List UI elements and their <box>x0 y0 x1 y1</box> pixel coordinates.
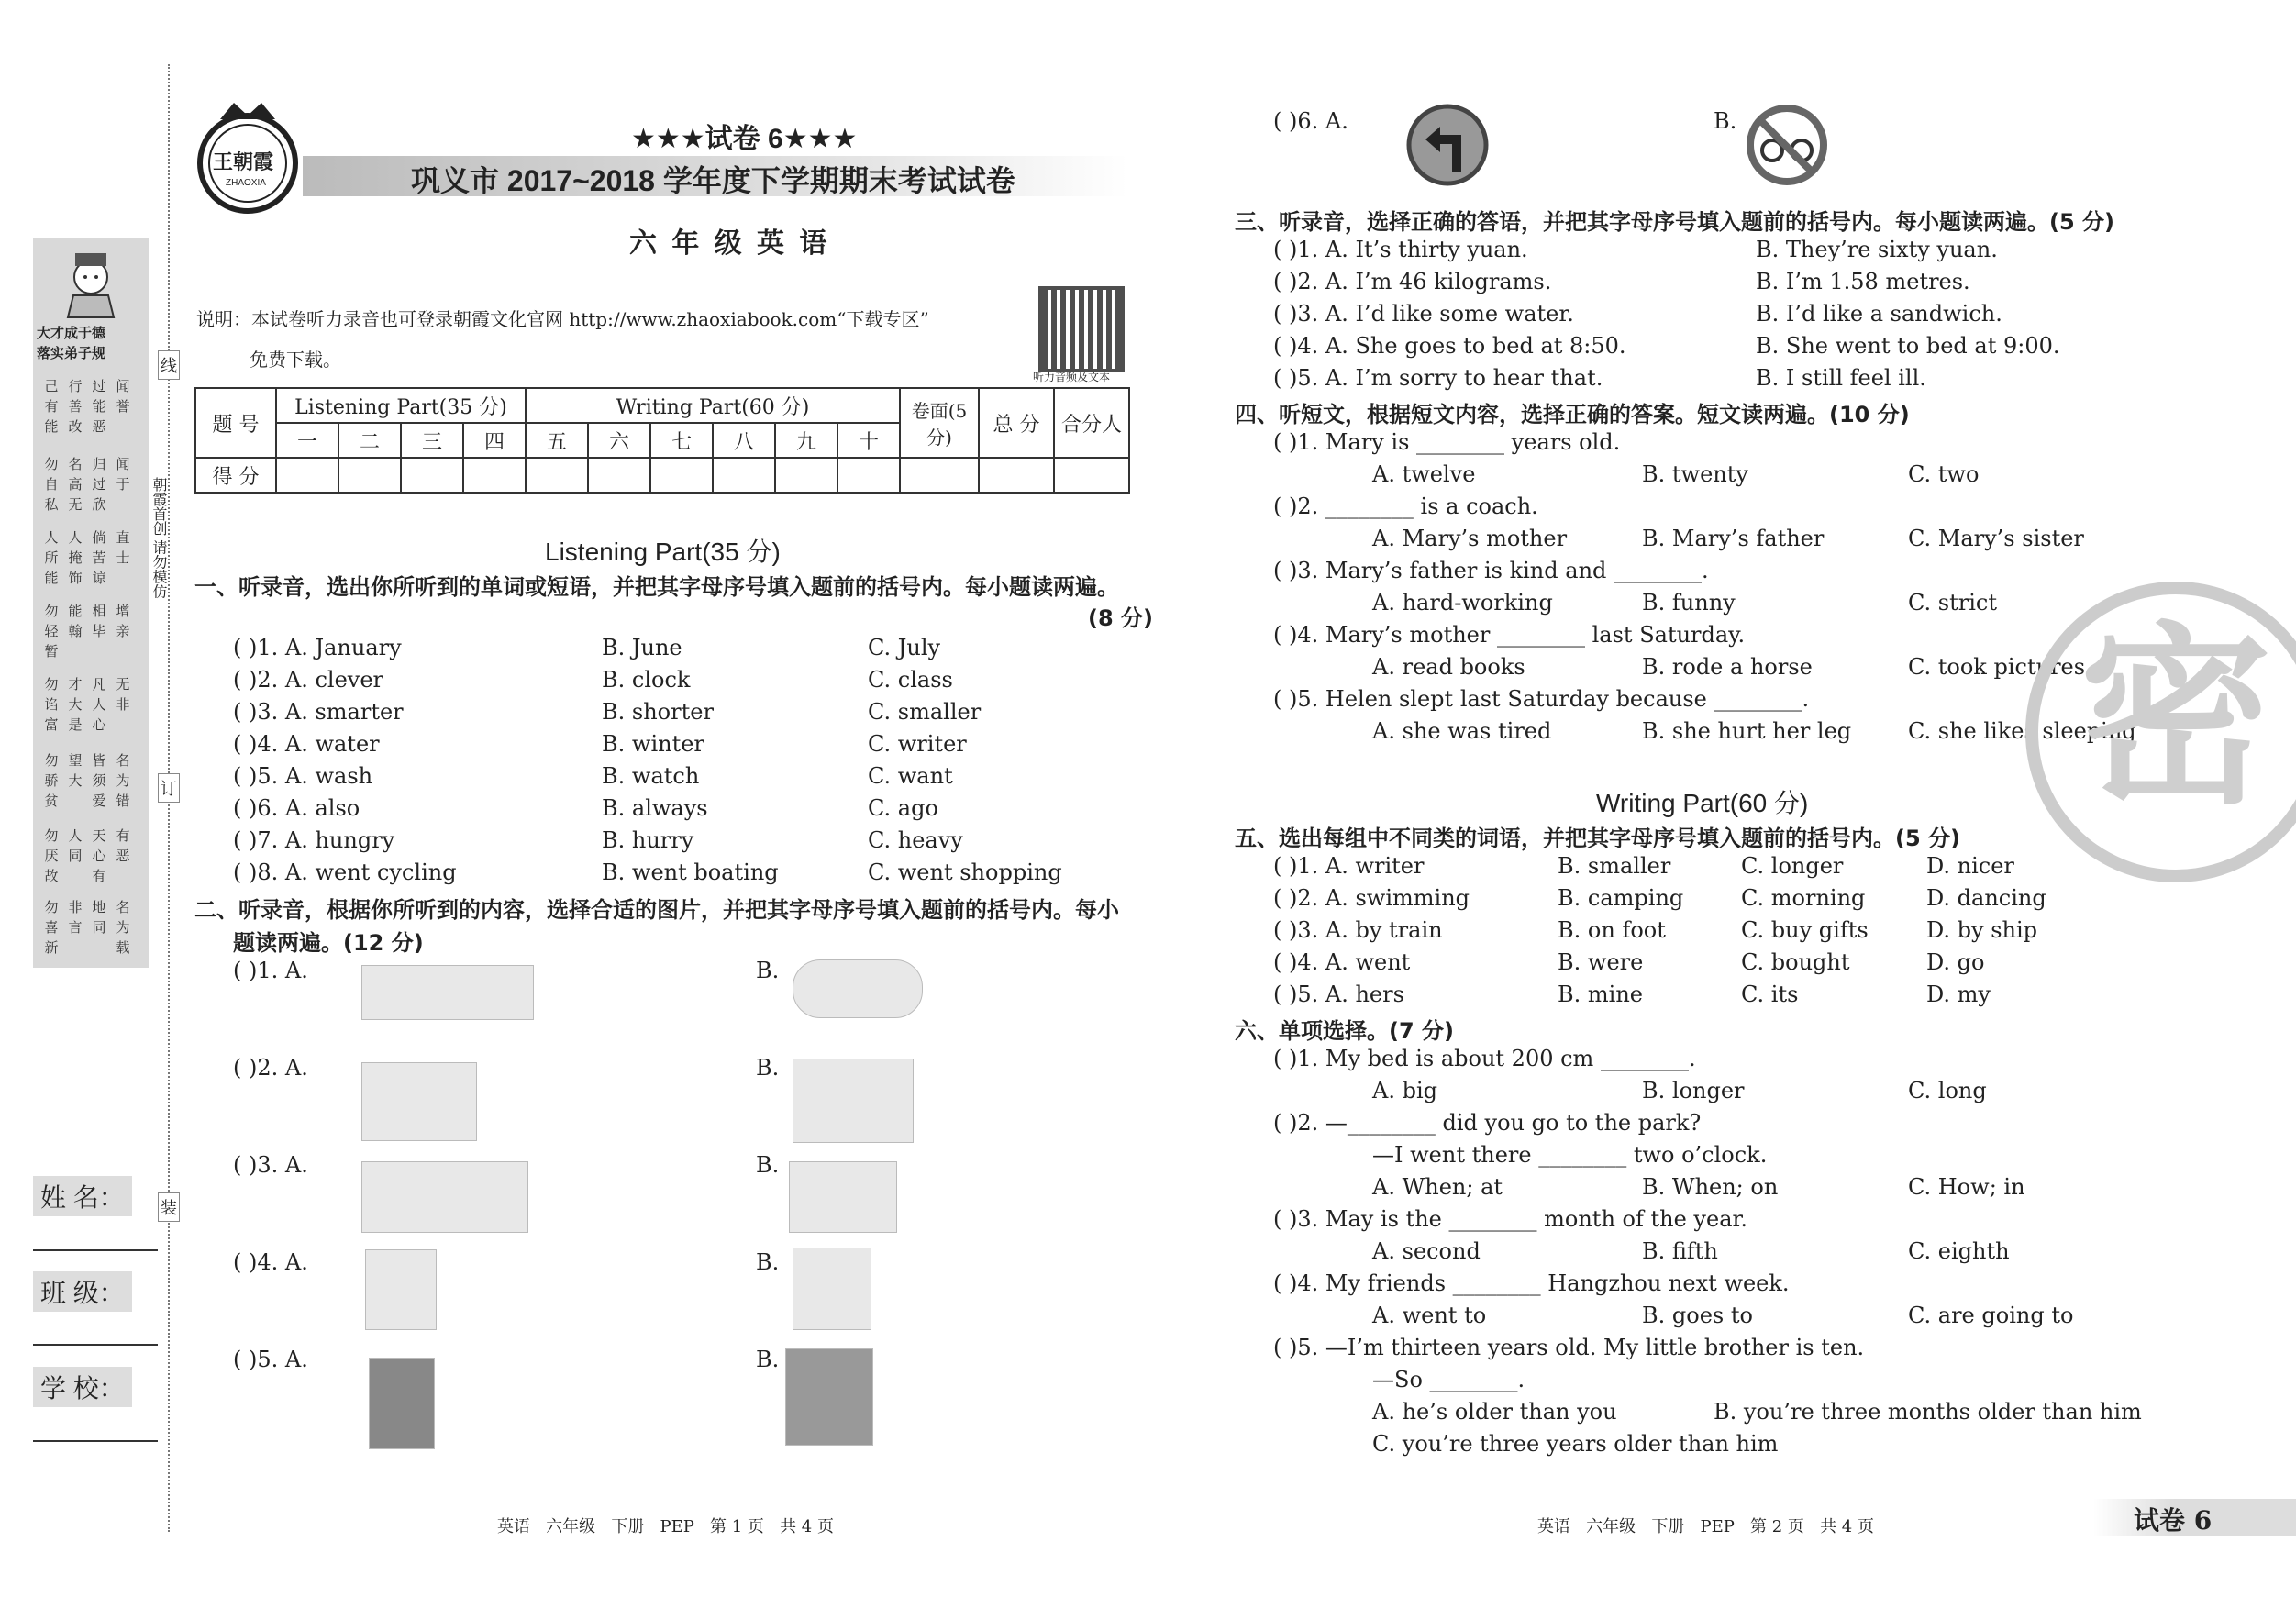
option-c: C. bought <box>1741 949 1850 975</box>
option-c: C. went shopping <box>868 859 1062 885</box>
option-a: A. second <box>1372 1238 1481 1264</box>
motto-text: 己有能 <box>44 378 59 435</box>
option-a: A. Mary’s mother <box>1372 526 1568 551</box>
score-cell[interactable] <box>526 458 588 493</box>
option-b: B. winter <box>602 731 704 757</box>
fishing-picture <box>793 1059 914 1143</box>
school-label: 学 校： <box>33 1367 132 1407</box>
motto-text: 人所能 <box>44 529 59 586</box>
question-stem[interactable]: ( )2. ________ is a coach. <box>1273 494 1538 519</box>
option-d: D. dancing <box>1926 885 2046 911</box>
option-b: B. mine <box>1558 981 1643 1007</box>
option-c: C. heavy <box>868 827 963 853</box>
storybook-picture <box>785 1348 873 1446</box>
section-4-title: 四、听短文，根据短文内容，选择正确的答案。短文读两遍。(10 分) <box>1235 402 1910 427</box>
option-a: A. twelve <box>1372 461 1476 487</box>
question-stem[interactable]: ( )3. Mary’s father is kind and ________. <box>1273 558 1709 583</box>
exam-title: 巩义市 2017~2018 学年度下学期期末考试试卷 <box>411 164 1015 197</box>
section-2-title: 二、听录音，根据你所听到的内容，选择合适的图片，并把其字母序号填入题前的括号内。每小 <box>194 897 1119 923</box>
option-b: B. were <box>1558 949 1644 975</box>
footer-left: 英语 六年级 下册 PEP 第 1 页 共 4 页 <box>497 1517 834 1536</box>
option-a[interactable]: ( )4. A. She goes to bed at 8:50. <box>1273 333 1626 359</box>
slogan-line-2: 落实弟子规 <box>37 346 106 361</box>
section-1-points: (8 分) <box>1088 605 1153 631</box>
name-label: 姓 名： <box>33 1176 132 1216</box>
column-number: 四 <box>463 423 526 458</box>
option-c: C. smaller <box>868 699 982 725</box>
option-b: B. shorter <box>602 699 714 725</box>
question-stem[interactable]: ( )5. Helen slept last Saturday because ________. <box>1273 686 1810 712</box>
option-c: C. July <box>868 635 941 660</box>
option-b: B. you’re three months older than him <box>1714 1399 2142 1425</box>
motto-text: 勿骄贫 <box>44 752 59 809</box>
motto-text: 望大 <box>68 752 83 789</box>
question-number[interactable]: ( )2. A. <box>233 1055 308 1081</box>
question-number[interactable]: ( )7. A. hungry <box>233 827 395 853</box>
option-c: C. strict <box>1908 590 1997 616</box>
option-a: A. When; at <box>1372 1174 1503 1200</box>
option-b: B. I’m 1.58 metres. <box>1756 269 1970 294</box>
paper-number: ★★★试卷 6★★★ <box>631 124 858 154</box>
option-a[interactable]: ( )2. A. swimming <box>1273 885 1470 911</box>
column-number: 十 <box>837 423 900 458</box>
option-a: A. he’s older than you <box>1372 1399 1617 1425</box>
option-b: B. They’re sixty yuan. <box>1756 237 1998 262</box>
motto-text: 勿喜新 <box>44 899 59 956</box>
motto-text: 凡人心 <box>92 676 106 733</box>
score-cell[interactable] <box>837 458 900 493</box>
score-cell[interactable] <box>979 458 1054 493</box>
option-c: C. eighth <box>1908 1238 2010 1264</box>
score-cell[interactable] <box>588 458 650 493</box>
column-number: 二 <box>338 423 401 458</box>
option-b: B. watch <box>602 763 700 789</box>
motto-text: 归过欣 <box>92 456 106 513</box>
section-2-title-cont: 题读两遍。(12 分) <box>233 930 424 956</box>
option-c: C. you’re three years older than him <box>1372 1431 1779 1457</box>
motto-text: 勿谄富 <box>44 676 59 733</box>
option-b: B. hurry <box>602 827 694 853</box>
motto-text: 天心有 <box>92 827 106 884</box>
score-cell[interactable] <box>1054 458 1129 493</box>
option-a[interactable]: ( )3. A. by train <box>1273 917 1443 943</box>
binding-label-ding: 订 <box>158 773 180 803</box>
column-number: 七 <box>650 423 713 458</box>
option-c: C. morning <box>1741 885 1866 911</box>
motto-text: 名为载 <box>116 899 130 956</box>
option-a[interactable]: ( )1. A. writer <box>1273 853 1425 879</box>
question-number[interactable]: ( )5. A. <box>233 1347 308 1372</box>
option-b: B. always <box>602 795 708 821</box>
motto-text: 地同 <box>92 899 106 936</box>
option-c: C. longer <box>1741 853 1844 879</box>
no-bicycle-icon <box>1745 103 1829 187</box>
dictionary-picture <box>369 1358 435 1449</box>
motto-text: 行善改 <box>68 378 83 435</box>
question-number[interactable]: ( )8. A. went cycling <box>233 859 457 885</box>
option-b: B. When; on <box>1642 1174 1779 1200</box>
option-b: B. twenty <box>1642 461 1748 487</box>
option-b: B. funny <box>1642 590 1736 616</box>
t-shirt-picture <box>365 1249 437 1330</box>
score-cell[interactable] <box>775 458 837 493</box>
score-row-label: 得 分 <box>195 458 276 493</box>
score-cell[interactable] <box>463 458 526 493</box>
motto-text: 相毕 <box>92 603 106 639</box>
motto-text: 能翰 <box>68 603 83 639</box>
motto-text: 人同 <box>68 827 83 864</box>
section-5-title: 五、选出每组中不同类的词语，并把其字母序号填入题前的括号内。(5 分) <box>1235 826 1960 851</box>
motto-text: 皆须爱 <box>92 752 106 809</box>
motto-text: 增亲 <box>116 603 130 639</box>
column-number: 六 <box>588 423 650 458</box>
question-stem[interactable]: ( )3. May is the ________ month of the year. <box>1273 1206 1747 1232</box>
juanmian-header: 卷面(5 分) <box>900 388 979 458</box>
motto-text: 人掩饰 <box>68 529 83 586</box>
motto-text: 有恶 <box>116 827 130 864</box>
option-b: B. goes to <box>1642 1303 1753 1328</box>
option-b: B. on foot <box>1558 917 1666 943</box>
column-number: 一 <box>276 423 338 458</box>
option-c: C. Mary’s sister <box>1908 526 2084 551</box>
option-b: B. rode a horse <box>1642 654 1813 680</box>
option-c: C. long <box>1908 1078 1987 1103</box>
option-b: B. <box>756 1249 780 1275</box>
option-a: A. hard-working <box>1372 590 1553 616</box>
option-b: B. <box>756 1152 780 1178</box>
option-a[interactable]: ( )5. A. hers <box>1273 981 1404 1007</box>
question-number[interactable]: ( )2. A. clever <box>233 667 384 693</box>
section-6-title: 六、单项选择。(7 分) <box>1235 1018 1454 1044</box>
motto-text: 勿自私 <box>44 456 59 513</box>
score-cell[interactable] <box>338 458 401 493</box>
option-c: C. its <box>1741 981 1799 1007</box>
class-label: 班 级： <box>33 1271 132 1312</box>
option-b: B. June <box>602 635 682 660</box>
question-number[interactable]: ( )4. A. <box>233 1249 308 1275</box>
option-d: D. by ship <box>1926 917 2038 943</box>
column-number: 五 <box>526 423 588 458</box>
question-stem[interactable]: ( )4. My friends ________ Hangzhou next week. <box>1273 1270 1790 1296</box>
question-stem-cont: —I went there ________ two o’clock. <box>1372 1142 1768 1168</box>
option-a[interactable]: ( )4. A. went <box>1273 949 1411 975</box>
class-field[interactable] <box>33 1344 158 1346</box>
school-field[interactable] <box>33 1440 158 1442</box>
listening-header: Listening Part(35 分) <box>276 388 526 423</box>
binding-label-zhuang: 装 <box>158 1192 180 1222</box>
option-b: B. I’d like a sandwich. <box>1756 301 2002 327</box>
motto-text: 闻誉 <box>116 378 130 415</box>
two-dogs-picture <box>361 1161 528 1233</box>
listening-part-title: Listening Part(35 分) <box>545 538 781 566</box>
question-stem-cont: —So ________. <box>1372 1367 1525 1392</box>
writing-header: Writing Part(60 分) <box>526 388 900 423</box>
boating-picture <box>361 1062 477 1141</box>
footer-right: 英语 六年级 下册 PEP 第 2 页 共 4 页 <box>1537 1517 1874 1536</box>
option-b: B. camping <box>1558 885 1684 911</box>
question-number[interactable]: ( )4. A. water <box>233 731 380 757</box>
option-b: B. Mary’s father <box>1642 526 1825 551</box>
option-b: B. she hurt her leg <box>1642 718 1852 744</box>
brand-logo-text: 王朝霞 <box>213 150 274 174</box>
question-number[interactable]: ( )6. A. <box>1273 108 1348 134</box>
question-stem[interactable]: ( )1. Mary is ________ years old. <box>1273 429 1621 455</box>
section-3-title: 三、听录音，选择正确的答语，并把其字母序号填入题前的括号内。每小题读两遍。(5 分) <box>1235 209 2114 235</box>
binding-label-line: 线 <box>158 350 180 380</box>
score-cell[interactable] <box>276 458 338 493</box>
motto-text: 倘苦谅 <box>92 529 106 586</box>
option-c: C. writer <box>868 731 967 757</box>
option-c: C. ago <box>868 795 938 821</box>
motto-text: 名为错 <box>116 752 130 809</box>
score-cell[interactable] <box>900 458 979 493</box>
footer-paper-tag: 试卷 6 <box>2134 1505 2213 1536</box>
column-number: 八 <box>713 423 775 458</box>
scorer-header: 合分人 <box>1054 388 1129 458</box>
question-stem[interactable]: ( )2. —________ did you go to the park? <box>1273 1110 1702 1136</box>
option-a: A. read books <box>1372 654 1525 680</box>
question-number[interactable]: ( )6. A. also <box>233 795 360 821</box>
no-left-turn-icon <box>1405 103 1490 187</box>
motto-text: 无非 <box>116 676 130 713</box>
name-field[interactable] <box>33 1249 158 1251</box>
option-a[interactable]: ( )5. A. I’m sorry to hear that. <box>1273 365 1603 391</box>
motto-text: 过能恶 <box>92 378 106 435</box>
total-header: 总 分 <box>979 388 1054 458</box>
question-number[interactable]: ( )3. A. smarter <box>233 699 404 725</box>
option-a: A. went to <box>1372 1303 1487 1328</box>
option-d: D. go <box>1926 949 1985 975</box>
qr-caption: 听力音频及文本 <box>1033 371 1111 383</box>
option-b: B. <box>756 958 780 983</box>
binding-label-vertical: 朝霞首创 请勿模仿 <box>150 477 166 599</box>
option-b: B. <box>756 1055 780 1081</box>
option-c: C. How; in <box>1908 1174 2025 1200</box>
option-c: C. are going to <box>1908 1303 2074 1328</box>
plane-picture <box>793 959 923 1018</box>
option-b: B. fifth <box>1642 1238 1718 1264</box>
column-number: 九 <box>775 423 837 458</box>
qr-code-icon <box>1038 286 1125 372</box>
option-b: B. I still feel ill. <box>1756 365 1926 391</box>
secret-seal-watermark: 密 <box>2025 582 2296 882</box>
motto-text: 非言 <box>68 899 83 936</box>
score-cell[interactable] <box>713 458 775 493</box>
question-stem[interactable]: ( )4. Mary’s mother ________ last Saturday. <box>1273 622 1746 648</box>
question-number[interactable]: ( )1. A. <box>233 958 308 983</box>
option-a: A. she was tired <box>1372 718 1552 744</box>
dog-picture <box>789 1161 897 1233</box>
option-c: C. class <box>868 667 953 693</box>
note-line-2: 免费下载。 <box>250 349 341 371</box>
option-b: B. <box>756 1347 780 1372</box>
subject-title: 六 年 级 英 语 <box>629 228 831 259</box>
option-c: C. want <box>868 763 953 789</box>
motto-text: 才大是 <box>68 676 83 733</box>
option-b: B. clock <box>602 667 691 693</box>
motto-text: 勿轻暂 <box>44 603 59 660</box>
bus-picture <box>361 965 534 1020</box>
question-stem[interactable]: ( )5. —I’m thirteen years old. My little brother is ten. <box>1273 1335 1865 1360</box>
option-a: A. big <box>1372 1078 1437 1103</box>
option-b: B. She went to bed at 9:00. <box>1756 333 2060 359</box>
option-c: C. took pictures <box>1908 654 2086 680</box>
question-number[interactable]: ( )5. A. wash <box>233 763 373 789</box>
question-stem[interactable]: ( )1. My bed is about 200 cm ________. <box>1273 1046 1696 1071</box>
option-a[interactable]: ( )2. A. I’m 46 kilograms. <box>1273 269 1552 294</box>
question-number[interactable]: ( )1. A. January <box>233 635 402 660</box>
question-number[interactable]: ( )3. A. <box>233 1152 308 1178</box>
option-d: D. nicer <box>1926 853 2014 879</box>
score-cell[interactable] <box>650 458 713 493</box>
option-a[interactable]: ( )1. A. It’s thirty yuan. <box>1273 237 1528 262</box>
slogan-line-1: 大才成于德 <box>37 326 106 341</box>
motto-text: 闻于 <box>116 456 130 493</box>
writing-part-title: Writing Part(60 分) <box>1596 789 1809 817</box>
scholar-cartoon-icon <box>61 246 121 319</box>
score-cell[interactable] <box>401 458 463 493</box>
motto-text: 直士 <box>116 529 130 566</box>
option-d: D. my <box>1926 981 1991 1007</box>
column-number: 三 <box>401 423 463 458</box>
option-b: B. <box>1714 108 1737 134</box>
note-line-1: 说明：本试卷听力录音也可登录朝霞文化官网 http://www.zhaoxiabook.com“下载专区” <box>196 308 929 330</box>
dress-picture <box>793 1248 871 1330</box>
motto-text: 勿厌故 <box>44 827 59 884</box>
motto-text: 名高无 <box>68 456 83 513</box>
option-b: B. went boating <box>602 859 779 885</box>
option-c: C. she likes sleeping <box>1908 718 2136 744</box>
score-table-header: 题 号 <box>195 388 276 458</box>
option-b: B. longer <box>1642 1078 1745 1103</box>
option-b: B. smaller <box>1558 853 1671 879</box>
score-table <box>194 387 1130 494</box>
section-1-title: 一、听录音，选出你所听到的单词或短语，并把其字母序号填入题前的括号内。每小题读两遍。 <box>194 574 1119 600</box>
option-c: C. two <box>1908 461 1980 487</box>
option-c: C. buy gifts <box>1741 917 1869 943</box>
brand-logo-en: ZHAOXIA <box>226 178 266 188</box>
option-a[interactable]: ( )3. A. I’d like some water. <box>1273 301 1574 327</box>
